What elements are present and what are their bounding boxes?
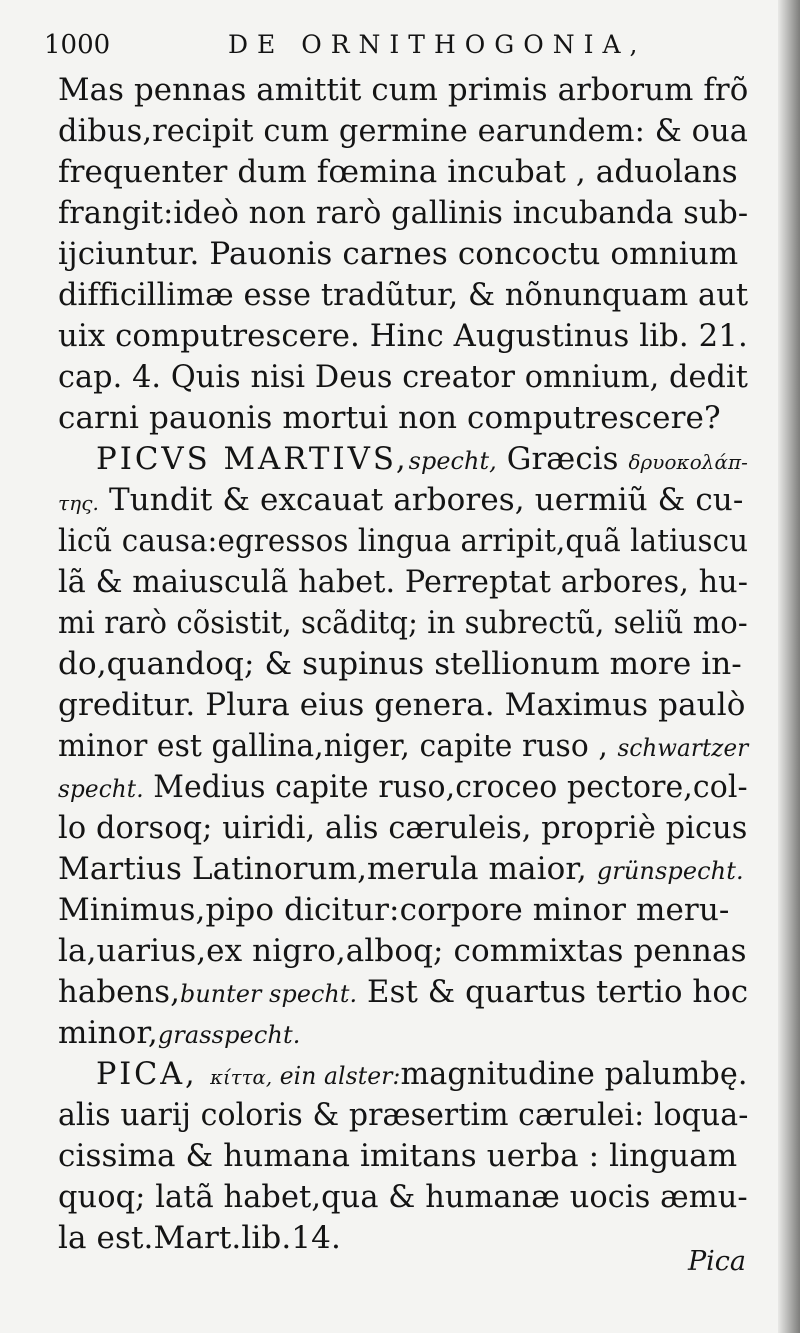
text-line-13: lã & maiusculã habet. Perreptat arbores, hu- xyxy=(58,564,749,600)
text-span: minor est gallina,niger, capite ruso , xyxy=(58,728,618,764)
page-gutter-shadow xyxy=(778,0,800,1333)
text-line-22: la,uarius,ex nigro,alboq; commixtas pennas xyxy=(58,933,747,969)
text-line-21: Minimus,pipo dicitur:corpore minor meru- xyxy=(58,892,730,928)
text-line-27: cissima & humana imitans uerba : linguam xyxy=(58,1138,738,1174)
greek-name: δρυοκολάπ- xyxy=(628,450,748,474)
text-span: habens, xyxy=(58,974,181,1010)
text-line-29: la est.Mart.lib.14. xyxy=(58,1220,341,1256)
text-line-15: do,quandoq; & supinus stellionum more in- xyxy=(58,646,742,682)
text-line-16: greditur. Plura eius genera. Maximus paulò xyxy=(58,687,746,723)
vernacular-name: ein alster: xyxy=(272,1062,401,1090)
text-line-8: cap. 4. Quis nisi Deus creator omnium, dedit xyxy=(58,359,749,395)
text-line-3: frequenter dum fœmina incubat , aduolans xyxy=(58,154,738,190)
text-line-19: lo dorsoq; uiridi, alis cæruleis, propriè picus xyxy=(58,810,748,846)
text-span: minor, xyxy=(58,1015,158,1051)
text-line-1: Mas pennas amittit cum primis arborum frõ xyxy=(58,72,749,108)
text-line-18 xyxy=(58,769,748,805)
text-span: Martius Latinorum,merula maior, xyxy=(58,851,597,887)
vernacular-name: schwartzer xyxy=(617,734,749,762)
text-line-14: mi rarò cõsistit, scãditq; in subrectũ, seliũ mo- xyxy=(58,605,748,641)
text-line-23 xyxy=(58,974,748,1010)
text-span: Medius capite ruso,croceo pectore,col- xyxy=(143,769,748,805)
text-span: Tundit & excauat arbores, uermiũ & cu- xyxy=(99,482,744,518)
page-number: 1000 xyxy=(44,30,111,60)
text-line-17 xyxy=(58,728,748,764)
text-line-24 xyxy=(58,1015,300,1051)
text-line-6: difficillimæ esse tradũtur, & nõnunquam aut xyxy=(58,277,749,313)
text-line-25 xyxy=(96,1056,748,1092)
vernacular-name: specht, xyxy=(408,447,497,475)
text-line-2: dibus,recipit cum germine earundem: & oua xyxy=(58,113,749,149)
vernacular-name: bunter specht. xyxy=(180,980,358,1008)
greek-name: της. xyxy=(58,491,100,515)
text-line-7: uix computrescere. Hinc Augustinus lib. 21. xyxy=(58,318,748,354)
text-span: magnitudine palumbę. xyxy=(400,1056,748,1092)
text-line-5: ijciuntur. Pauonis carnes concoctu omnium xyxy=(58,236,739,272)
running-head: DE ORNITHOGONIA, xyxy=(228,30,647,59)
text-line-4: frangit:ideò non rarò gallinis incubanda sub- xyxy=(58,195,749,231)
text-line-28: quoq; latã habet,qua & humanæ uocis æmu- xyxy=(58,1179,748,1215)
text-line-11 xyxy=(58,482,743,518)
text-line-26: alis uarij coloris & præsertim cærulei: loqua- xyxy=(58,1097,749,1133)
text-line-9: carni pauonis mortui non computrescere? xyxy=(58,400,721,436)
vernacular-name: grünspecht. xyxy=(596,857,744,885)
vernacular-name: grasspecht. xyxy=(157,1021,301,1049)
text-span: Est & quartus tertio hoc xyxy=(357,974,749,1010)
text-span: Græcis xyxy=(496,441,629,477)
vernacular-name: specht. xyxy=(58,775,144,803)
text-line-10 xyxy=(96,441,748,477)
entry-heading-picus: PICVS MARTIVS, xyxy=(96,441,409,477)
catchword: Pica xyxy=(688,1246,747,1277)
entry-heading-pica: PICA, xyxy=(96,1056,211,1092)
text-line-20 xyxy=(58,851,744,887)
greek-name: κίττα, xyxy=(210,1065,273,1089)
text-line-12: licũ causa:egressos lingua arripit,quã latiuscu xyxy=(58,523,749,559)
